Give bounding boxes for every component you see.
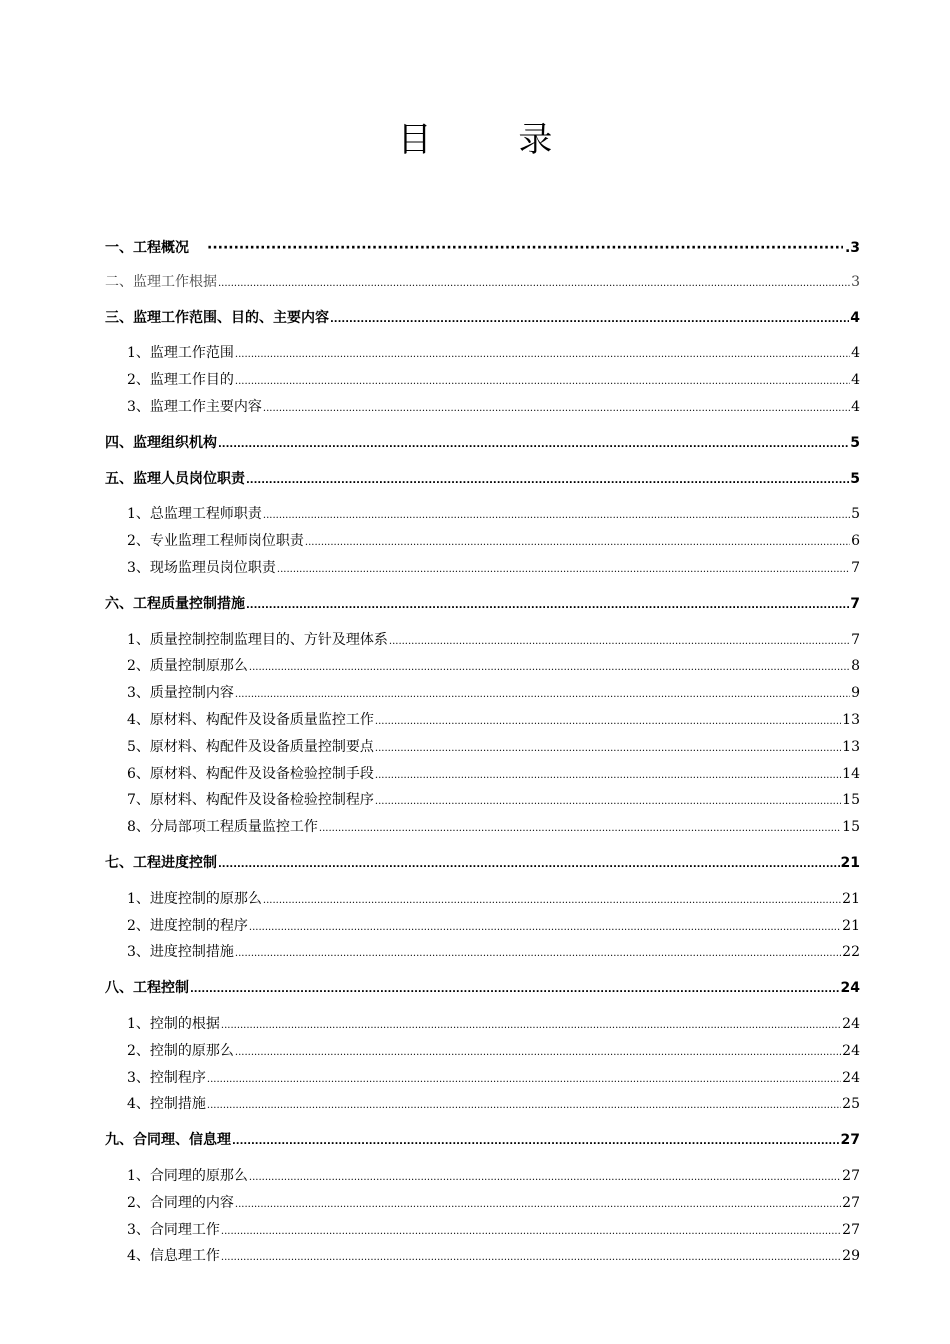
toc-leader-dots	[375, 790, 841, 815]
toc-leader-dots	[235, 343, 850, 368]
toc-entry-label: 2、进度控制的程序	[127, 917, 248, 934]
toc-leader-dots	[249, 656, 850, 681]
toc-leader-dots	[319, 817, 841, 842]
toc-entry-label: 4、控制措施	[127, 1096, 206, 1113]
toc-page-number: 21	[842, 917, 860, 934]
toc-leader-dots	[249, 916, 841, 941]
toc-section-entry[interactable]	[105, 270, 860, 297]
toc-subsection-entry[interactable]	[105, 762, 860, 789]
toc-subsection-entry[interactable]	[105, 708, 860, 735]
toc-subsection-entry[interactable]	[105, 1244, 860, 1271]
toc-entry-label: 3、现场监理员岗位职责	[127, 559, 276, 576]
toc-page-number: 5	[850, 470, 860, 487]
toc-entry-label: 四、监理组织机构	[105, 434, 217, 451]
toc-leader-dots	[263, 397, 850, 422]
toc-entry-label: 3、监理工作主要内容	[127, 398, 262, 415]
toc-page-number: 14	[842, 765, 860, 782]
toc-leader-dots	[235, 942, 841, 967]
toc-entry-label: 3、进度控制措施	[127, 944, 234, 961]
toc-subsection-entry[interactable]	[105, 529, 860, 556]
toc-page-number: 24	[842, 1042, 860, 1059]
toc-section-entry[interactable]	[105, 431, 860, 458]
toc-leader-dots	[218, 272, 850, 297]
toc-entry-label: 六、工程质量控制措施	[105, 595, 245, 612]
toc-leader-dots	[375, 764, 841, 789]
toc-page-number: 5	[851, 506, 860, 523]
toc-page-number: 27	[842, 1221, 860, 1238]
toc-entry-label: 3、质量控制内容	[127, 685, 234, 702]
toc-page-number: .3	[844, 240, 860, 256]
toc-subsection-entry[interactable]	[105, 1218, 860, 1245]
toc-subsection-entry[interactable]	[105, 654, 860, 681]
toc-leader-dots	[218, 433, 849, 458]
toc-page-number: 21	[840, 854, 860, 871]
toc-page-number: 27	[842, 1167, 860, 1184]
toc-page-number: 9	[851, 685, 860, 702]
toc-entry-label: 3、合同理工作	[127, 1221, 220, 1238]
toc-page-number: 21	[842, 890, 860, 907]
toc-leader-dots	[375, 710, 841, 735]
toc-leader-dots	[207, 236, 843, 261]
toc-leader-dots	[246, 594, 849, 619]
toc-entry-label: 八、工程控制	[105, 980, 189, 997]
toc-leader-dots	[190, 978, 840, 1003]
toc-leader-dots	[263, 504, 850, 529]
toc-page-number: 22	[842, 944, 860, 961]
toc-entry-label: 3、控制程序	[127, 1069, 206, 1086]
toc-subsection-entry[interactable]	[105, 1164, 860, 1191]
toc-subsection-entry[interactable]	[105, 341, 860, 368]
toc-subsection-entry[interactable]	[105, 940, 860, 967]
toc-page-number: 4	[850, 309, 860, 326]
toc-subsection-entry[interactable]	[105, 368, 860, 395]
toc-entry-label: 1、质量控制控制监理目的、方针及理体系	[127, 631, 388, 648]
toc-subsection-entry[interactable]	[105, 1066, 860, 1093]
toc-page-number: 25	[842, 1096, 860, 1113]
toc-page-number: 7	[850, 595, 860, 612]
toc-page-number: 4	[851, 398, 860, 415]
toc-page-number: 13	[842, 738, 860, 755]
toc-subsection-entry[interactable]	[105, 887, 860, 914]
toc-page-number: 15	[842, 819, 860, 836]
toc-entry-label: 七、工程进度控制	[105, 854, 217, 871]
toc-leader-dots	[235, 1041, 841, 1066]
toc-subsection-entry[interactable]	[105, 556, 860, 583]
toc-section-entry[interactable]	[105, 306, 860, 333]
toc-subsection-entry[interactable]	[105, 1012, 860, 1039]
toc-leader-dots	[389, 630, 850, 655]
toc-page-number: 7	[851, 631, 860, 648]
toc-page-number: 4	[851, 345, 860, 362]
toc-entry-label: 4、信息理工作	[127, 1248, 220, 1265]
toc-section-entry[interactable]	[105, 1128, 860, 1155]
toc-subsection-entry[interactable]	[105, 1191, 860, 1218]
toc-subsection-entry[interactable]	[105, 502, 860, 529]
toc-subsection-entry[interactable]	[105, 1039, 860, 1066]
toc-section-entry[interactable]	[105, 976, 860, 1003]
toc-subsection-entry[interactable]	[105, 735, 860, 762]
toc-subsection-entry[interactable]	[105, 395, 860, 422]
toc-entry-label: 1、控制的根据	[127, 1015, 220, 1032]
toc-leader-dots	[221, 1014, 841, 1039]
toc-entry-label: 2、专业监理工程师岗位职责	[127, 533, 304, 550]
toc-page-number: 15	[842, 792, 860, 809]
toc-leader-dots	[235, 683, 850, 708]
toc-entry-label: 1、进度控制的原那么	[127, 890, 262, 907]
toc-leader-dots	[330, 308, 849, 333]
toc-entry-label: 1、总监理工程师职责	[127, 506, 262, 523]
toc-page-number: 7	[851, 559, 860, 576]
toc-page-number: 24	[842, 1015, 860, 1032]
toc-subsection-entry[interactable]	[105, 628, 860, 655]
toc-section-entry[interactable]	[105, 467, 860, 494]
toc-leader-dots	[246, 469, 849, 494]
toc-subsection-entry[interactable]	[105, 681, 860, 708]
toc-section-entry[interactable]	[105, 851, 860, 878]
toc-leader-dots	[221, 1220, 841, 1245]
toc-entry-label: 2、合同理的内容	[127, 1194, 234, 1211]
toc-entry-label: 7、原材料、构配件及设备检验控制程序	[127, 792, 374, 809]
toc-entry-label: 4、原材料、构配件及设备质量监控工作	[127, 711, 374, 728]
toc-page-number: 3	[851, 273, 860, 290]
toc-page-number: 24	[842, 1069, 860, 1086]
toc-page-number: 4	[851, 372, 860, 389]
toc-page-number: 24	[840, 980, 860, 997]
toc-entry-label: 九、合同理、信息理	[105, 1132, 231, 1149]
toc-section-entry[interactable]	[105, 592, 860, 619]
toc-entry-label: 1、合同理的原那么	[127, 1167, 248, 1184]
toc-entry-label: 6、原材料、构配件及设备检验控制手段	[127, 765, 374, 782]
toc-page-number: 8	[851, 658, 860, 675]
toc-page-number: 13	[842, 711, 860, 728]
toc-section-entry[interactable]	[105, 236, 860, 261]
table-of-contents	[105, 227, 860, 1271]
toc-subsection-entry[interactable]	[105, 815, 860, 842]
toc-leader-dots	[235, 1193, 841, 1218]
toc-entry-label: 三、监理工作范围、目的、主要内容	[105, 309, 329, 326]
toc-entry-label: 2、质量控制原那么	[127, 658, 248, 675]
toc-entry-label: 5、原材料、构配件及设备质量控制要点	[127, 738, 374, 755]
toc-subsection-entry[interactable]	[105, 1092, 860, 1119]
toc-entry-label: 五、监理人员岗位职责	[105, 470, 245, 487]
toc-page-number: 5	[850, 434, 860, 451]
toc-leader-dots	[232, 1130, 840, 1155]
toc-subsection-entry[interactable]	[105, 914, 860, 941]
toc-entry-label: 二、监理工作根据	[105, 273, 217, 290]
toc-leader-dots	[277, 558, 850, 583]
toc-entry-label: 一、工程概况	[105, 240, 189, 256]
toc-page-number: 27	[840, 1132, 860, 1149]
toc-leader-dots	[235, 370, 850, 395]
toc-leader-dots	[207, 1068, 841, 1093]
page-title: 目 录	[397, 120, 591, 160]
toc-entry-label: 2、控制的原那么	[127, 1042, 234, 1059]
toc-leader-dots	[218, 853, 840, 878]
toc-entry-label: 1、监理工作范围	[127, 345, 234, 362]
toc-leader-dots	[375, 737, 841, 762]
toc-leader-dots	[221, 1246, 841, 1271]
toc-leader-dots	[263, 889, 841, 914]
toc-page-number: 27	[842, 1194, 860, 1211]
toc-page-number: 6	[851, 533, 860, 550]
toc-leader-dots	[249, 1166, 841, 1191]
toc-page-number: 29	[842, 1248, 860, 1265]
toc-leader-dots	[207, 1094, 841, 1119]
toc-subsection-entry[interactable]	[105, 788, 860, 815]
toc-leader-dots	[305, 531, 850, 556]
toc-entry-label: 2、监理工作目的	[127, 372, 234, 389]
toc-entry-label: 8、分局部项工程质量监控工作	[127, 819, 318, 836]
